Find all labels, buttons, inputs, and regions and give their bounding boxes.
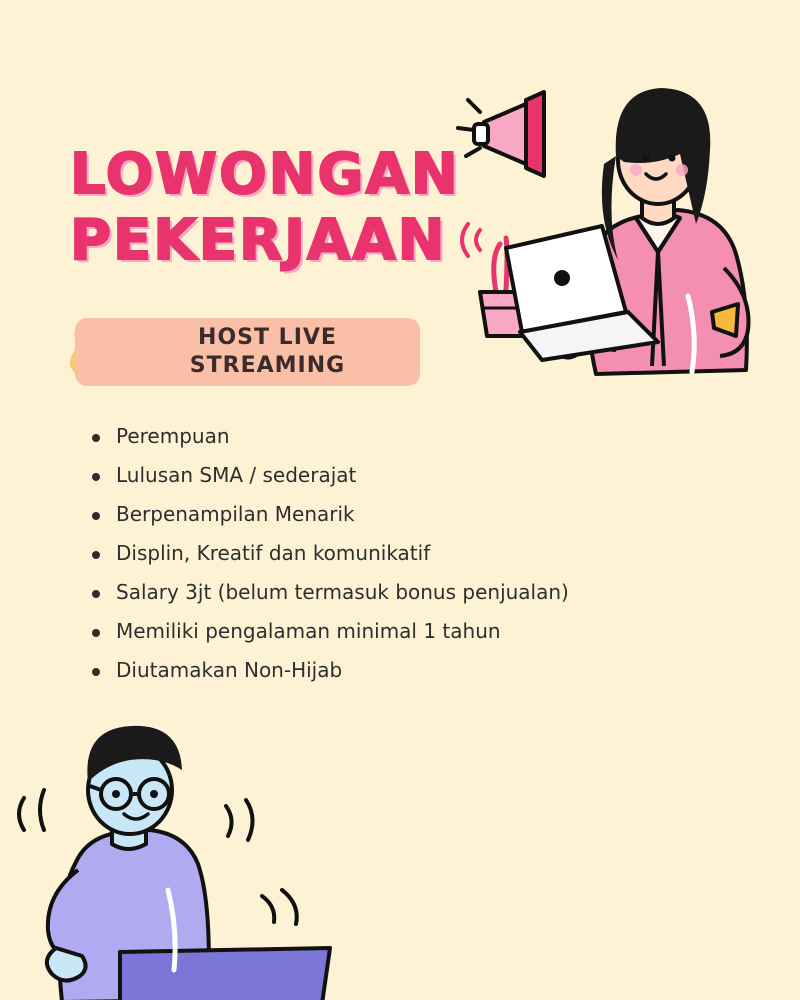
requirements-list: [92, 424, 692, 697]
list-item: [92, 580, 692, 604]
list-item-label: Lulusan SMA / sederajat: [116, 463, 357, 487]
page-title: [70, 142, 490, 274]
list-item-label: Displin, Kreatif dan komunikatif: [116, 541, 431, 565]
list-item: [92, 541, 692, 565]
list-item: [92, 619, 692, 643]
bullet-icon: [92, 629, 100, 637]
list-item: [92, 502, 692, 526]
list-item: [92, 463, 692, 487]
list-item-label: Salary 3jt (belum termasuk bonus penjualan): [116, 580, 569, 604]
bullet-icon: [92, 512, 100, 520]
bullet-icon: [92, 590, 100, 598]
badge-line-1: HOST LIVE: [198, 325, 337, 350]
list-item: [92, 658, 692, 682]
bullet-icon: [92, 473, 100, 481]
bullet-icon: [92, 668, 100, 676]
badge-text: [150, 324, 345, 380]
bullet-icon: [92, 434, 100, 442]
list-item-label: Memiliki pengalaman minimal 1 tahun: [116, 619, 501, 643]
man-with-laptop-illustration: [0, 720, 370, 1000]
list-item-label: Diutamakan Non-Hijab: [116, 658, 343, 682]
bullet-icon: [92, 551, 100, 559]
badge-line-2: STREAMING: [189, 353, 346, 378]
list-item-label: Perempuan: [116, 424, 230, 448]
woman-with-laptop-illustration: [440, 60, 780, 420]
list-item-label: Berpenampilan Menarik: [116, 502, 355, 526]
title-line-1: LOWONGAN: [70, 142, 460, 207]
title-line-2: PEKERJAAN: [70, 208, 447, 273]
status-badge: [75, 318, 420, 386]
list-item: [92, 424, 692, 448]
